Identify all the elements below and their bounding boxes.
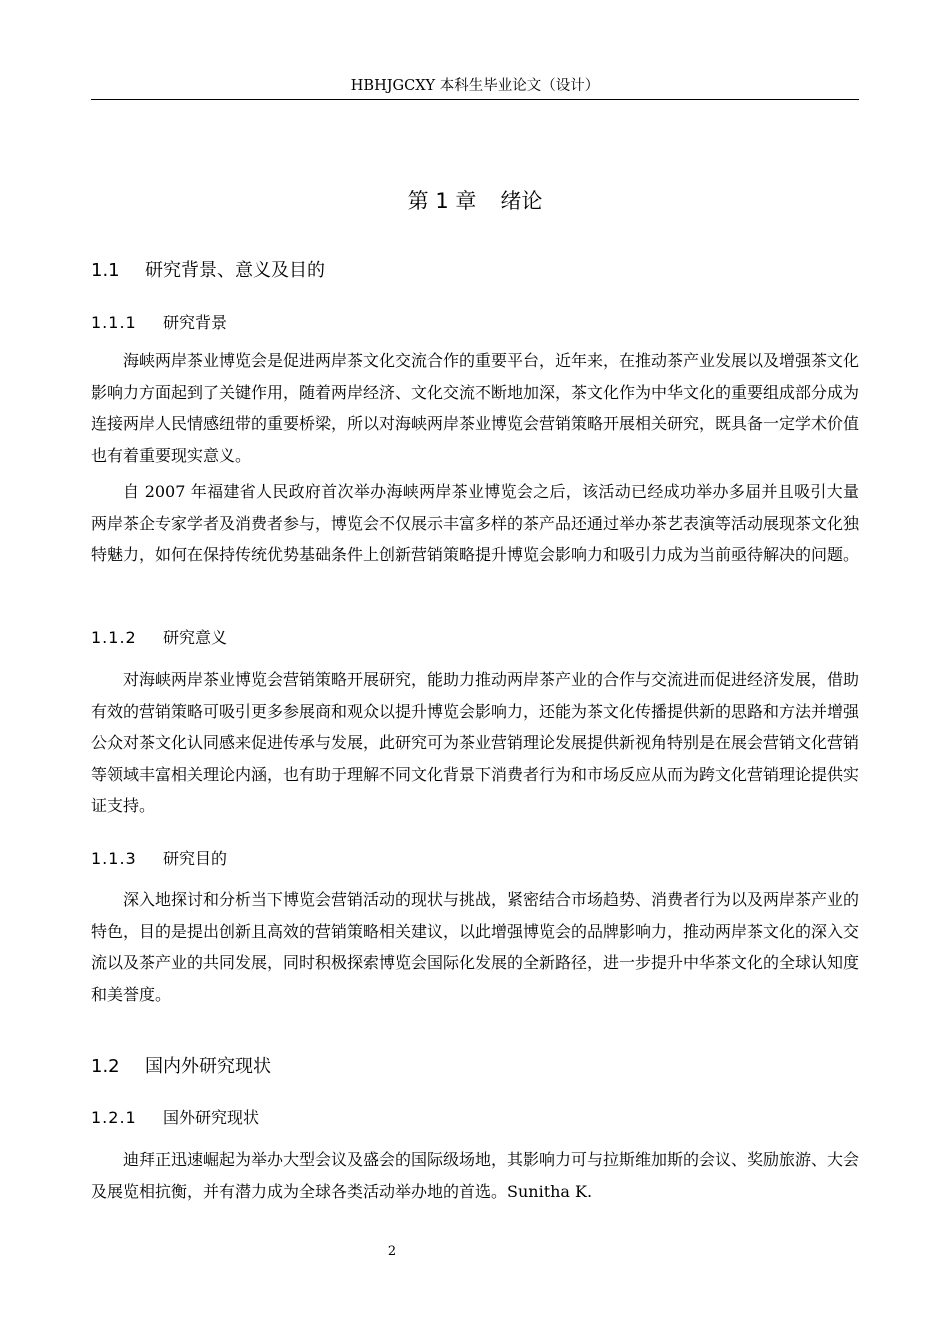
subsection-heading-1-2-1 xyxy=(91,1106,259,1130)
subsection-number: 1.1.3 xyxy=(91,849,137,868)
section-title: 国内外研究现状 xyxy=(145,1056,271,1077)
paragraph-purpose: 深入地探讨和分析当下博览会营销活动的现状与挑战，紧密结合市场趋势、消费者行为以及两岸茶产业的特色，目的是提出创新且高效的营销策略相关建议，以此增强博览会的品牌影响力，推动两岸茶文化的深入交流以及茶产业的共同发展，同时积极探索博览会国际化发展的全新路径，进一步提升中华茶文化的全球认知度和美誉度。 xyxy=(91,890,860,1004)
page-header: HBHJGCXY 本科生毕业论文（设计） xyxy=(350,78,600,94)
header-divider xyxy=(91,99,859,100)
section-heading-1-1 xyxy=(91,257,325,285)
chapter-number: 第 1 章 xyxy=(407,189,477,213)
section-number: 1.1 xyxy=(91,260,120,281)
subsection-heading-1-1-2 xyxy=(91,626,227,650)
subsection-number: 1.2.1 xyxy=(91,1108,137,1127)
subsection-title: 研究意义 xyxy=(163,628,228,647)
section-number: 1.2 xyxy=(91,1056,120,1077)
page-number: 2 xyxy=(387,1244,397,1259)
paragraph-background-2: 自 2007 年福建省人民政府首次举办海峡两岸茶业博览会之后，该活动已经成功举办多届并且吸引大量两岸茶企专家学者及消费者参与，博览会不仅展示丰富多样的茶产品还通过举办茶艺表演等活动展现茶文化独特魅力，如何在保持传统优势基础条件上创新营销策略提升博览会影响力和吸引力成为当前亟待解决的问题。 xyxy=(91,482,860,564)
subsection-number: 1.1.2 xyxy=(91,628,137,647)
subsection-title: 研究目的 xyxy=(163,849,228,868)
subsection-number: 1.1.1 xyxy=(91,313,137,332)
subsection-heading-1-1-3 xyxy=(91,847,227,871)
subsection-title: 国外研究现状 xyxy=(163,1108,260,1127)
section-title: 研究背景、意义及目的 xyxy=(145,260,325,281)
chapter-name: 绪论 xyxy=(500,189,543,213)
subsection-title: 研究背景 xyxy=(163,313,228,332)
section-heading-1-2 xyxy=(91,1053,271,1081)
chapter-title xyxy=(91,186,859,216)
paragraph-significance: 对海峡两岸茶业博览会营销策略开展研究，能助力推动两岸茶产业的合作与交流进而促进经济发展，借助有效的营销策略可吸引更多参展商和观众以提升博览会影响力，还能为茶文化传播提供新的思路和方法并增强公众对茶文化认同感来促进传承与发展，此研究可为茶业营销理论发展提供新视角特别是在展会营销文化营销等领域丰富相关理论内涵，也有助于理解不同文化背景下消费者行为和市场反应从而为跨文化营销理论提供实证支持。 xyxy=(91,670,860,815)
subsection-heading-1-1-1 xyxy=(91,311,227,335)
paragraph-foreign-research: 迪拜正迅速崛起为举办大型会议及盛会的国际级场地，其影响力可与拉斯维加斯的会议、奖励旅游、大会及展览相抗衡，并有潜力成为全球各类活动举办地的首选。Sunitha K. xyxy=(91,1150,860,1201)
paragraph-background-1: 海峡两岸茶业博览会是促进两岸茶文化交流合作的重要平台，近年来，在推动茶产业发展以及增强茶文化影响力方面起到了关键作用，随着两岸经济、文化交流不断地加深，茶文化作为中华文化的重要组成部分成为连接两岸人民情感纽带的重要桥梁，所以对海峡两岸茶业博览会营销策略开展相关研究，既具备一定学术价值也有着重要现实意义。 xyxy=(91,351,860,465)
